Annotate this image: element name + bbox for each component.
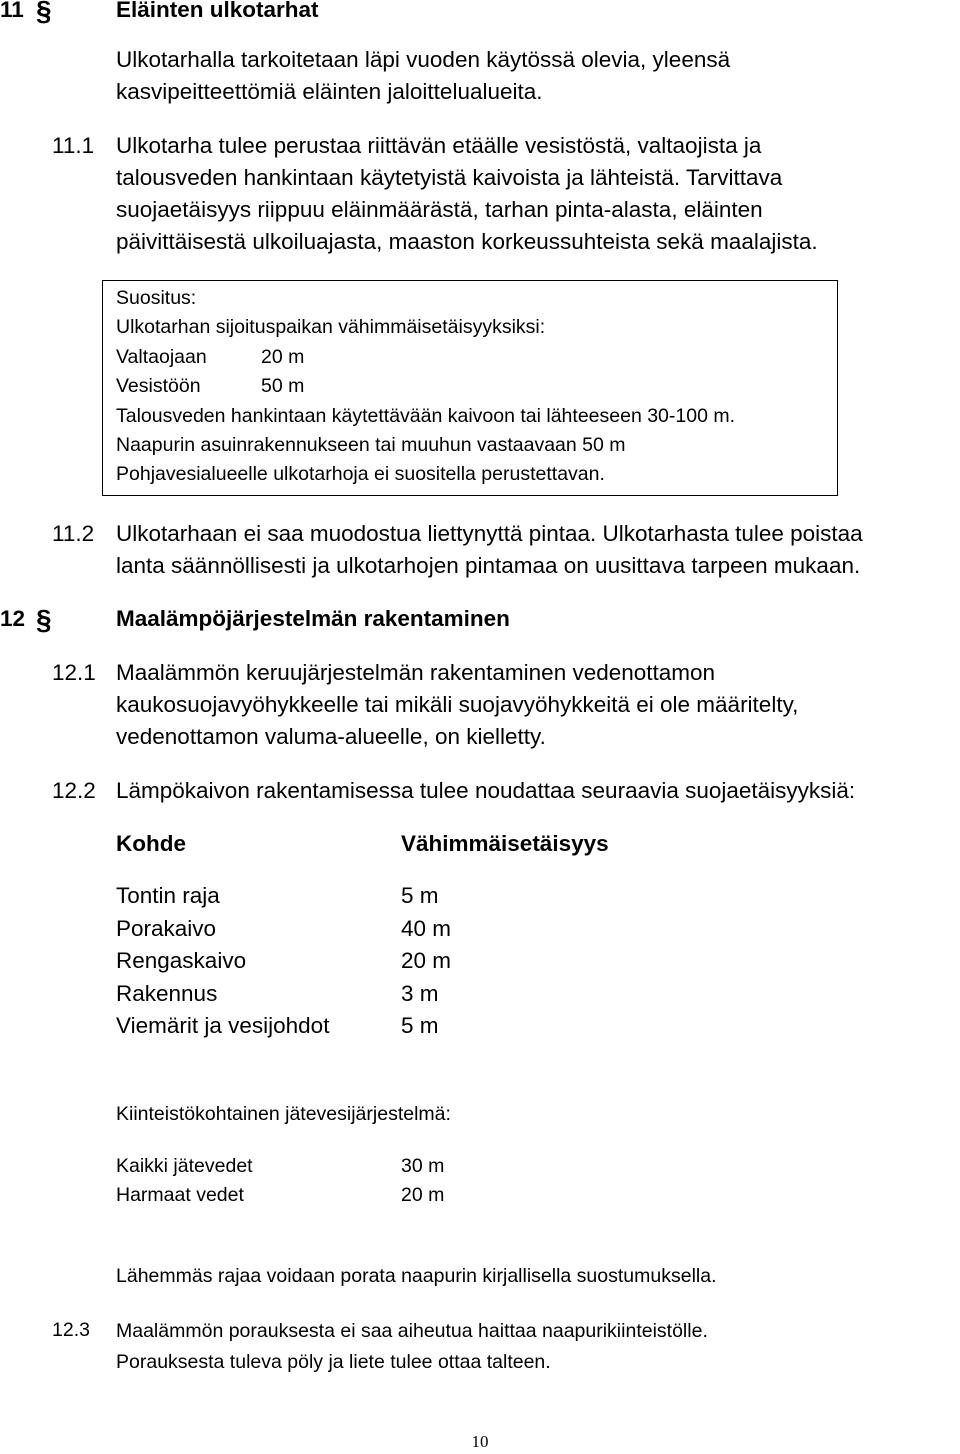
paragraph-line: Ulkotarha tulee perustaa riittävän etäälle vesistöstä, valtaojista ja <box>116 133 762 158</box>
item-12-1-number: 12.1 <box>52 660 96 685</box>
page-number: 10 <box>471 1432 489 1451</box>
section-11-intro <box>116 44 946 108</box>
item-11-1-text <box>116 130 946 258</box>
item-12-2-text: Lämpökaivon rakentamisessa tulee noudattaa seuraavia suojaetäisyyksiä: <box>116 778 856 803</box>
distance-table <box>116 880 451 1043</box>
pair-value: 20 m <box>261 345 305 368</box>
table-cell: Porakaivo <box>116 915 217 941</box>
paragraph-line: Maalämmön porauksesta ei saa aiheutua haittaa naapurikiinteistölle. <box>116 1320 708 1342</box>
table-cell: 20 m <box>401 1184 445 1206</box>
table-cell: Kaikki jätevedet <box>116 1155 253 1177</box>
item-12-1-text <box>116 657 946 753</box>
recommendation-subheading: Ulkotarhan sijoituspaikan vähimmäisetäisyyksiksi: <box>116 316 546 339</box>
table-header-row <box>116 828 609 861</box>
paragraph-line: Ulkotarhalla tarkoitetaan läpi vuoden käytössä olevia, yleensä <box>116 47 731 72</box>
column-header-distance: Vähimmäisetäisyys <box>401 831 609 856</box>
paragraph-line: kasvipeitteettömiä eläinten jaloittelualueita. <box>116 79 543 104</box>
paragraph-line: Maalämmön keruujärjestelmän rakentaminen vedenottamon <box>116 660 716 685</box>
septic-table <box>116 1152 444 1210</box>
item-11-2-text <box>116 518 946 582</box>
section-11-symbol: § <box>36 0 52 26</box>
pair-value: 50 m <box>261 375 305 398</box>
table-cell: 40 m <box>401 915 452 941</box>
table-row <box>116 945 451 978</box>
table-cell: 3 m <box>401 980 439 1006</box>
recommendation-pair <box>116 372 735 401</box>
table-cell: Rakennus <box>116 980 218 1006</box>
table-cell: 20 m <box>401 948 452 974</box>
paragraph-line: Ulkotarhaan ei saa muodostua liettynyttä pintaa. Ulkotarhasta tulee poistaa <box>116 521 863 546</box>
section-12-number: 12 <box>0 606 26 631</box>
table-cell: Rengaskaivo <box>116 948 247 974</box>
table-row <box>116 1181 444 1210</box>
table-cell: Tontin raja <box>116 883 220 908</box>
table-row <box>116 978 451 1011</box>
table-cell: Viemärit ja vesijohdot <box>116 1013 330 1039</box>
column-header-kohde: Kohde <box>116 831 186 856</box>
neighbor-consent-note: Lähemmäs rajaa voidaan porata naapurin kirjallisella suostumuksella. <box>116 1265 717 1287</box>
pair-label: Vesistöön <box>116 375 201 398</box>
recommendation-pair <box>116 343 735 372</box>
table-cell: 30 m <box>401 1155 445 1177</box>
table-cell: Harmaat vedet <box>116 1184 244 1206</box>
recommendation-line: Pohjavesialueelle ulkotarhoja ei suositella perustettavan. <box>116 463 605 486</box>
recommendation-line: Talousveden hankintaan käytettävään kaivoon tai lähteeseen 30-100 m. <box>116 404 736 427</box>
paragraph-line: talousveden hankintaan käytetyistä kaivoista ja lähteistä. Tarvittava <box>116 165 783 190</box>
table-row <box>116 1010 451 1043</box>
section-12-title: Maalämpöjärjestelmän rakentaminen <box>116 606 510 631</box>
recommendation-line: Naapurin asuinrakennukseen tai muuhun vastaavaan 50 m <box>116 433 626 456</box>
paragraph-line: vedenottamon valuma-alueelle, on kielletty. <box>116 724 546 749</box>
paragraph-line: Porauksesta tuleva pöly ja liete tulee ottaa talteen. <box>116 1351 551 1373</box>
paragraph-line: päivittäisestä ulkoiluajasta, maaston korkeussuhteista sekä maalajista. <box>116 229 818 254</box>
table-cell: 5 m <box>401 883 439 908</box>
paragraph-line: suojaetäisyys riippuu eläinmäärästä, tarhan pinta-alasta, eläinten <box>116 197 763 222</box>
pair-label: Valtaojaan <box>116 345 207 368</box>
table-row <box>116 1152 444 1181</box>
paragraph-line: lanta säännöllisesti ja ulkotarhojen pintamaa on uusittava tarpeen mukaan. <box>116 553 861 578</box>
recommendation-content <box>116 284 735 490</box>
table-row <box>116 880 451 913</box>
table-cell: 5 m <box>401 1013 439 1039</box>
item-12-3-number: 12.3 <box>52 1319 90 1341</box>
item-12-3-text <box>116 1316 946 1378</box>
paragraph-line: kaukosuojavyöhykkeelle tai mikäli suojavyöhykkeitä ei ole määritelty, <box>116 692 799 717</box>
recommendation-heading: Suositus: <box>116 287 197 309</box>
item-12-2-number: 12.2 <box>52 778 96 803</box>
section-11-title: Eläinten ulkotarhat <box>116 0 319 22</box>
item-11-2-number: 11.2 <box>52 521 95 546</box>
section-12-symbol: § <box>36 604 52 635</box>
table-row <box>116 913 451 946</box>
item-11-1-number: 11.1 <box>52 133 95 158</box>
section-11-number: 11 <box>0 0 24 22</box>
septic-heading: Kiinteistökohtainen jätevesijärjestelmä: <box>116 1103 451 1125</box>
distance-table-header <box>116 828 609 861</box>
